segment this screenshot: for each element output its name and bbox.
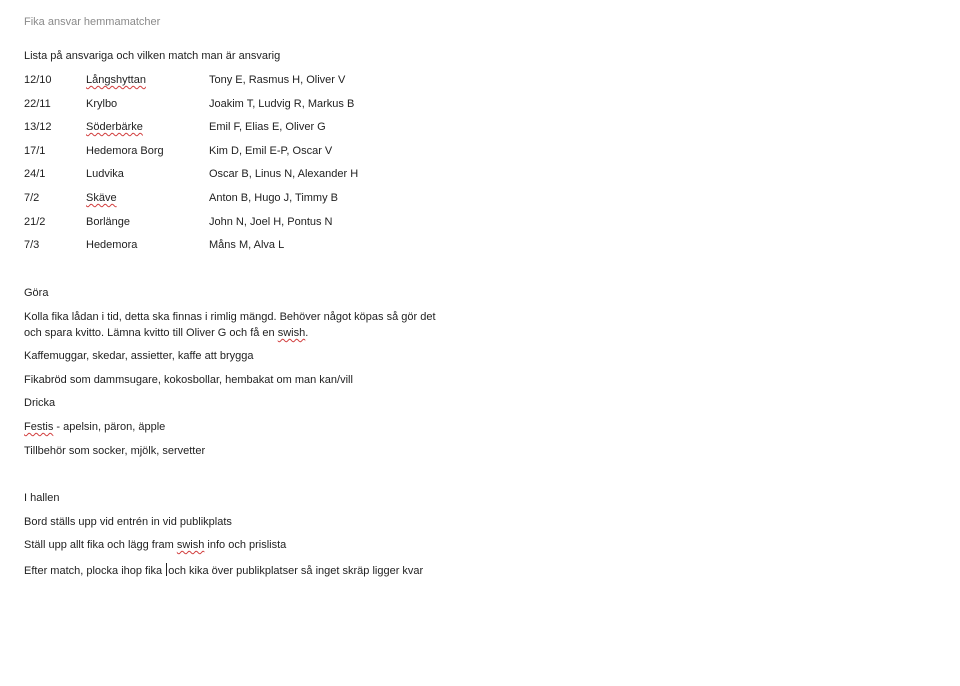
schedule-date: 7/2 xyxy=(24,192,40,204)
schedule-place: Hedemora xyxy=(86,239,138,252)
schedule-place: Söderbärke xyxy=(86,121,143,134)
schedule-date: 13/12 xyxy=(24,121,52,134)
document-title: Fika ansvar hemmamatcher xyxy=(24,16,161,28)
hallen-line-3 xyxy=(24,563,423,577)
schedule-place: Krylbo xyxy=(86,97,118,110)
schedule-row xyxy=(24,168,444,184)
schedule-names: Tony E, Rasmus H, Oliver V xyxy=(209,74,346,86)
schedule-date: 24/1 xyxy=(24,168,46,181)
intro-text: Lista på ansvariga och vilken match man är ansvarig xyxy=(24,50,281,62)
schedule-place: Långshyttan xyxy=(86,74,146,86)
schedule-names: Emil F, Elias E, Oliver G xyxy=(209,121,326,134)
festis-rest: - apelsin, päron, äpple xyxy=(53,421,166,433)
schedule-date: 21/2 xyxy=(24,215,46,228)
hallen-heading: I hallen xyxy=(24,492,60,504)
hallen-line-2 xyxy=(24,539,286,551)
schedule-row xyxy=(24,192,444,208)
schedule-row xyxy=(24,121,444,137)
hallen-line-3-start: Efter match, plocka ihop fika xyxy=(24,565,166,577)
schedule-names: John N, Joel H, Pontus N xyxy=(209,215,333,228)
schedule-row xyxy=(24,216,444,232)
hallen-line-2-end: info och prislista xyxy=(204,539,287,551)
gora-item-fikabrod: Fikabröd som dammsugare, kokosbollar, hembakat om man kan/vill xyxy=(24,374,353,386)
schedule-row xyxy=(24,145,444,161)
schedule-date: 17/1 xyxy=(24,144,46,157)
tillbehor-line: Tillbehör som socker, mjölk, servetter xyxy=(24,445,206,457)
gora-item-dricka: Dricka xyxy=(24,397,56,409)
schedule-row xyxy=(24,98,444,114)
schedule-place: Skäve xyxy=(86,192,117,204)
swish-word-2: swish xyxy=(176,539,205,551)
schedule-names: Joakim T, Ludvig R, Markus B xyxy=(209,97,355,110)
gora-heading: Göra xyxy=(24,287,49,299)
gora-paragraph xyxy=(24,309,454,341)
schedule-names: Oscar B, Linus N, Alexander H xyxy=(209,168,359,181)
gora-item-cups: Kaffemuggar, skedar, assietter, kaffe att brygga xyxy=(24,350,254,362)
schedule-place: Ludvika xyxy=(86,168,124,181)
schedule-place: Borlänge xyxy=(86,215,131,228)
schedule-names: Kim D, Emil E-P, Oscar V xyxy=(209,144,333,157)
schedule-date: 7/3 xyxy=(24,239,40,252)
schedule-row xyxy=(24,239,444,255)
hallen-line-3-end: och kika över publikplatser så inget skräp ligger kvar xyxy=(168,565,424,577)
festis-line xyxy=(24,421,165,433)
schedule-names: Anton B, Hugo J, Timmy B xyxy=(209,192,338,204)
hallen-line-1: Bord ställs upp vid entrén in vid publikplats xyxy=(24,516,232,528)
hallen-line-2-start: Ställ upp allt fika och lägg fram xyxy=(24,539,177,551)
gora-paragraph-end: . xyxy=(305,327,309,339)
schedule-names: Måns M, Alva L xyxy=(209,239,285,252)
swish-word: swish xyxy=(277,327,306,339)
festis-word: Festis xyxy=(24,421,54,433)
schedule-place: Hedemora Borg xyxy=(86,144,164,157)
schedule-date: 22/11 xyxy=(24,97,51,110)
gora-paragraph-text: Kolla fika lådan i tid, detta ska finnas i rimlig mängd. Behöver något köpas så gör det och spara kvitto. Lämna kvitto till Oliver G och få en xyxy=(24,311,436,339)
schedule-row xyxy=(24,74,444,90)
schedule-date: 12/10 xyxy=(24,74,52,86)
